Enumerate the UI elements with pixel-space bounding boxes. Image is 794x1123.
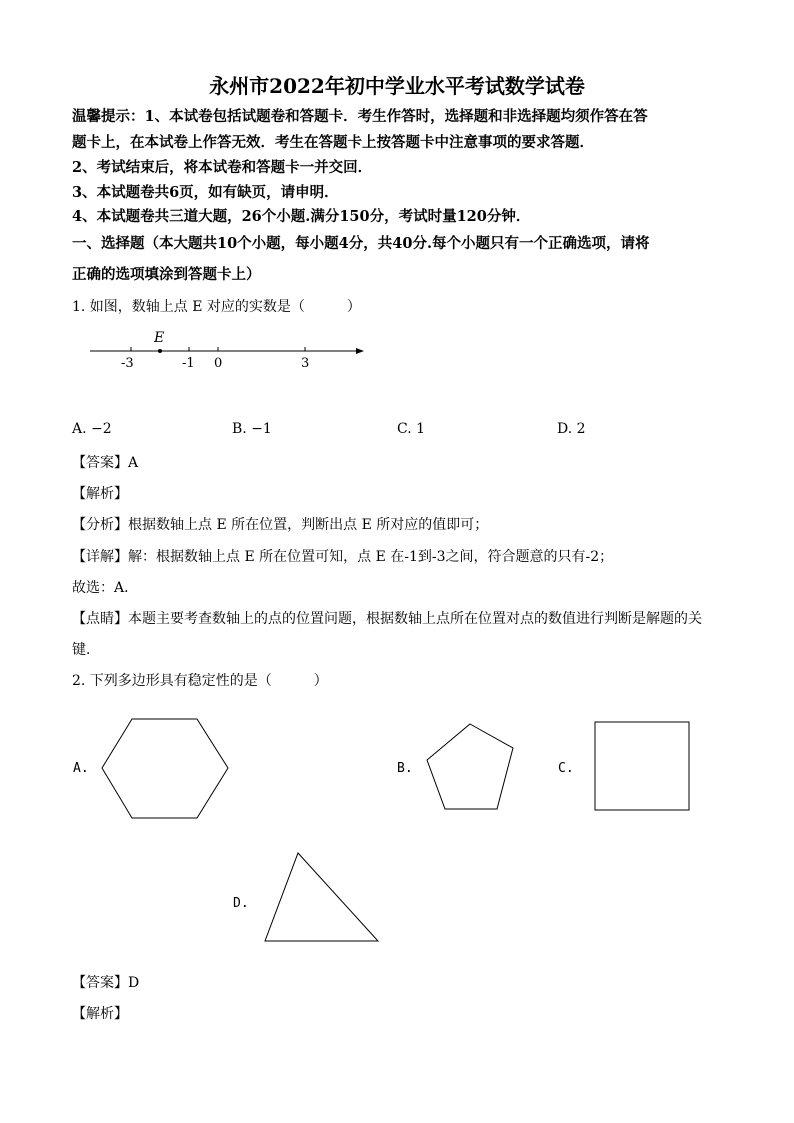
- q1-analysis-heading: 【解析】: [72, 486, 128, 502]
- point-e-label: E: [154, 330, 165, 346]
- notice-line-4: 3、本试题卷共6页，如有缺页，请申明．: [72, 184, 339, 201]
- hexagon-shape: [102, 719, 228, 818]
- q2-analysis-heading: 【解析】: [72, 1006, 128, 1022]
- tick-label-neg3: -3: [121, 356, 134, 371]
- tick-label-0: 0: [214, 356, 223, 371]
- q2-option-c: C.: [558, 761, 574, 776]
- notice-line-2: 题卡上，在本试卷上作答无效．考生在答题卡上按答题卡中注意事项的要求答题．: [72, 134, 594, 151]
- q2-answer: 【答案】D: [72, 975, 140, 991]
- section-heading-line-2: 正确的选项填涂到答题卡上）: [72, 266, 261, 283]
- question-1-stem: 1. 如图，数轴上点 E 对应的实数是（ ）: [72, 299, 361, 315]
- notice-line-5: 4、本试题卷共三道大题，26个小题.满分150分，考试时量120分钟．: [72, 208, 531, 225]
- notice-line-1: 温馨提示：1、本试卷包括试题卷和答题卡．考生作答时，选择题和非选择题均须作答在答: [72, 108, 648, 125]
- square-shape: [595, 722, 689, 810]
- q1-dianjing-line-1: 【点睛】本题主要考查数轴上的点的位置问题，根据数轴上点所在位置对点的数值进行判断是解题的关: [72, 611, 702, 627]
- page-title: 永州市2022年初中学业水平考试数学试卷: [209, 74, 585, 98]
- q2-option-d: D.: [233, 896, 249, 911]
- tick-label-3: 3: [301, 356, 310, 371]
- tick-label-neg1: -1: [182, 356, 195, 371]
- q1-option-b: B. −1: [232, 421, 272, 437]
- section-heading-line-1: 一、选择题（本大题共10个小题，每小题4分，共40分.每个小题只有一个正确选项，请将: [72, 235, 650, 252]
- q1-answer: 【答案】A: [72, 455, 139, 471]
- q1-option-d: D. 2: [557, 421, 586, 437]
- pentagon-shape: [427, 724, 513, 809]
- q1-xiangjie: 【详解】解：根据数轴上点 E 所在位置可知，点 E 在-1到-3之间，符合题意的只有-2；: [72, 549, 614, 565]
- q2-option-a: A.: [73, 761, 89, 776]
- q1-option-a: A. −2: [72, 421, 112, 437]
- question-2-stem: 2. 下列多边形具有稳定性的是（ ）: [72, 673, 328, 689]
- q2-option-b: B.: [397, 761, 413, 776]
- q1-fenxi: 【分析】根据数轴上点 E 所在位置，判断出点 E 所对应的值即可；: [72, 517, 489, 533]
- q1-conclusion: 故选：A．: [72, 580, 139, 596]
- notice-line-3: 2、考试结束后，将本试卷和答题卡一并交回．: [72, 159, 373, 176]
- q1-option-c: C. 1: [397, 421, 426, 437]
- q1-dianjing-line-2: 键．: [72, 642, 100, 658]
- triangle-shape: [265, 853, 378, 941]
